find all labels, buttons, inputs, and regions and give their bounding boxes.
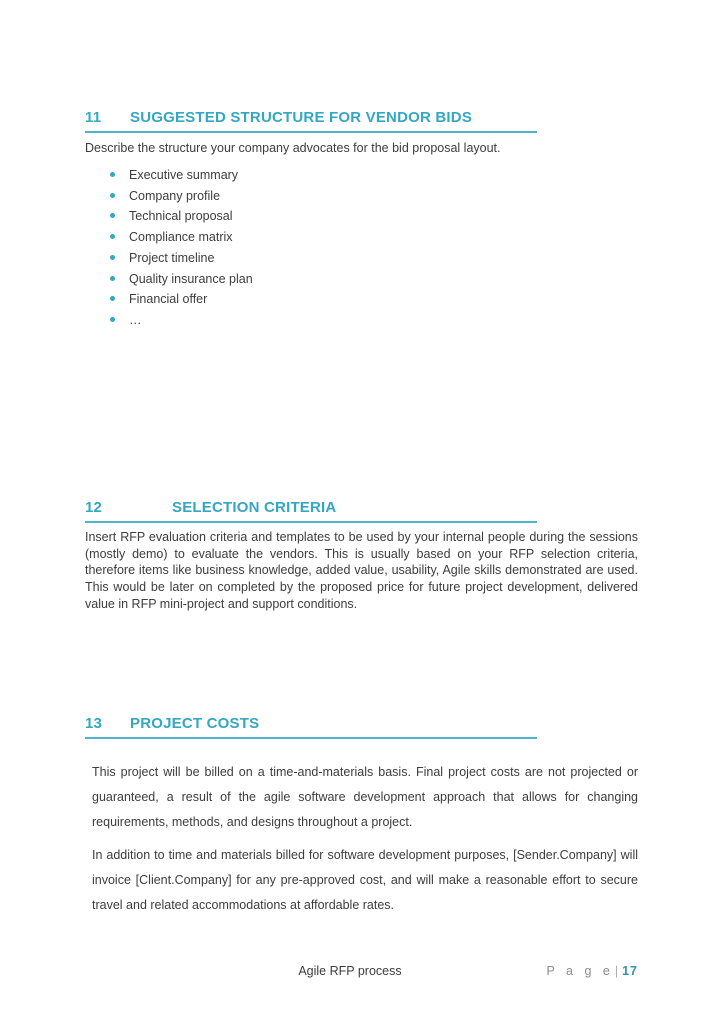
section-11-number: 11: [85, 109, 102, 126]
section-11-heading: [85, 108, 537, 133]
list-item: Executive summary: [110, 165, 638, 186]
footer-page-word: P a g e: [546, 964, 614, 978]
section-12-heading: [85, 498, 537, 523]
section-11-title: SUGGESTED STRUCTURE FOR VENDOR BIDS: [130, 109, 473, 126]
section-12-paragraph: Insert RFP evaluation criteria and templates to be used by your internal people during the sessions (mostly demo) to evaluate the vendors. This is usually based on your RFP selection criteria, therefore items like business knowledge, added value, usability, Agile skills demonstrated are used. This would be later on completed by the proposed price for future project development, delivered value in RFP mini-project and support conditions.: [85, 530, 638, 611]
section-suggested-structure: [85, 108, 638, 331]
list-item: Project timeline: [110, 248, 638, 269]
vendor-bid-structure-list: [85, 165, 638, 331]
list-item: …: [110, 310, 638, 331]
footer-separator: |: [614, 964, 619, 978]
footer-document-title: Agile RFP process: [298, 964, 402, 978]
list-item: Compliance matrix: [110, 227, 638, 248]
footer-page-number: 17: [622, 964, 638, 978]
section-11-intro: Describe the structure your company advocates for the bid proposal layout.: [85, 141, 501, 155]
section-selection-criteria: [85, 498, 638, 613]
section-12-number: 12: [85, 499, 103, 516]
list-item: Quality insurance plan: [110, 269, 638, 290]
list-item: Financial offer: [110, 289, 638, 310]
section-13-number: 13: [85, 715, 103, 732]
section-13-paragraph-2: In addition to time and materials billed for software development purposes, [Sender.Company] will invoice [Client.Company] for any pre-approved cost, and will make a reasonable effort to secure travel and related accommodations at affordable rates.: [92, 847, 638, 912]
section-13-title: PROJECT COSTS: [130, 715, 260, 732]
section-13-heading: [85, 714, 537, 739]
list-item: Technical proposal: [110, 206, 638, 227]
section-12-title: SELECTION CRITERIA: [172, 499, 337, 516]
section-13-paragraph-1: This project will be billed on a time-and-materials basis. Final project costs are not projected or guaranteed, a result of the agile software development approach that allows for changing requirements, methods, and designs throughout a project.: [92, 765, 638, 829]
footer-page-indicator: [546, 963, 638, 979]
list-item: Company profile: [110, 186, 638, 207]
section-project-costs: [85, 714, 638, 917]
